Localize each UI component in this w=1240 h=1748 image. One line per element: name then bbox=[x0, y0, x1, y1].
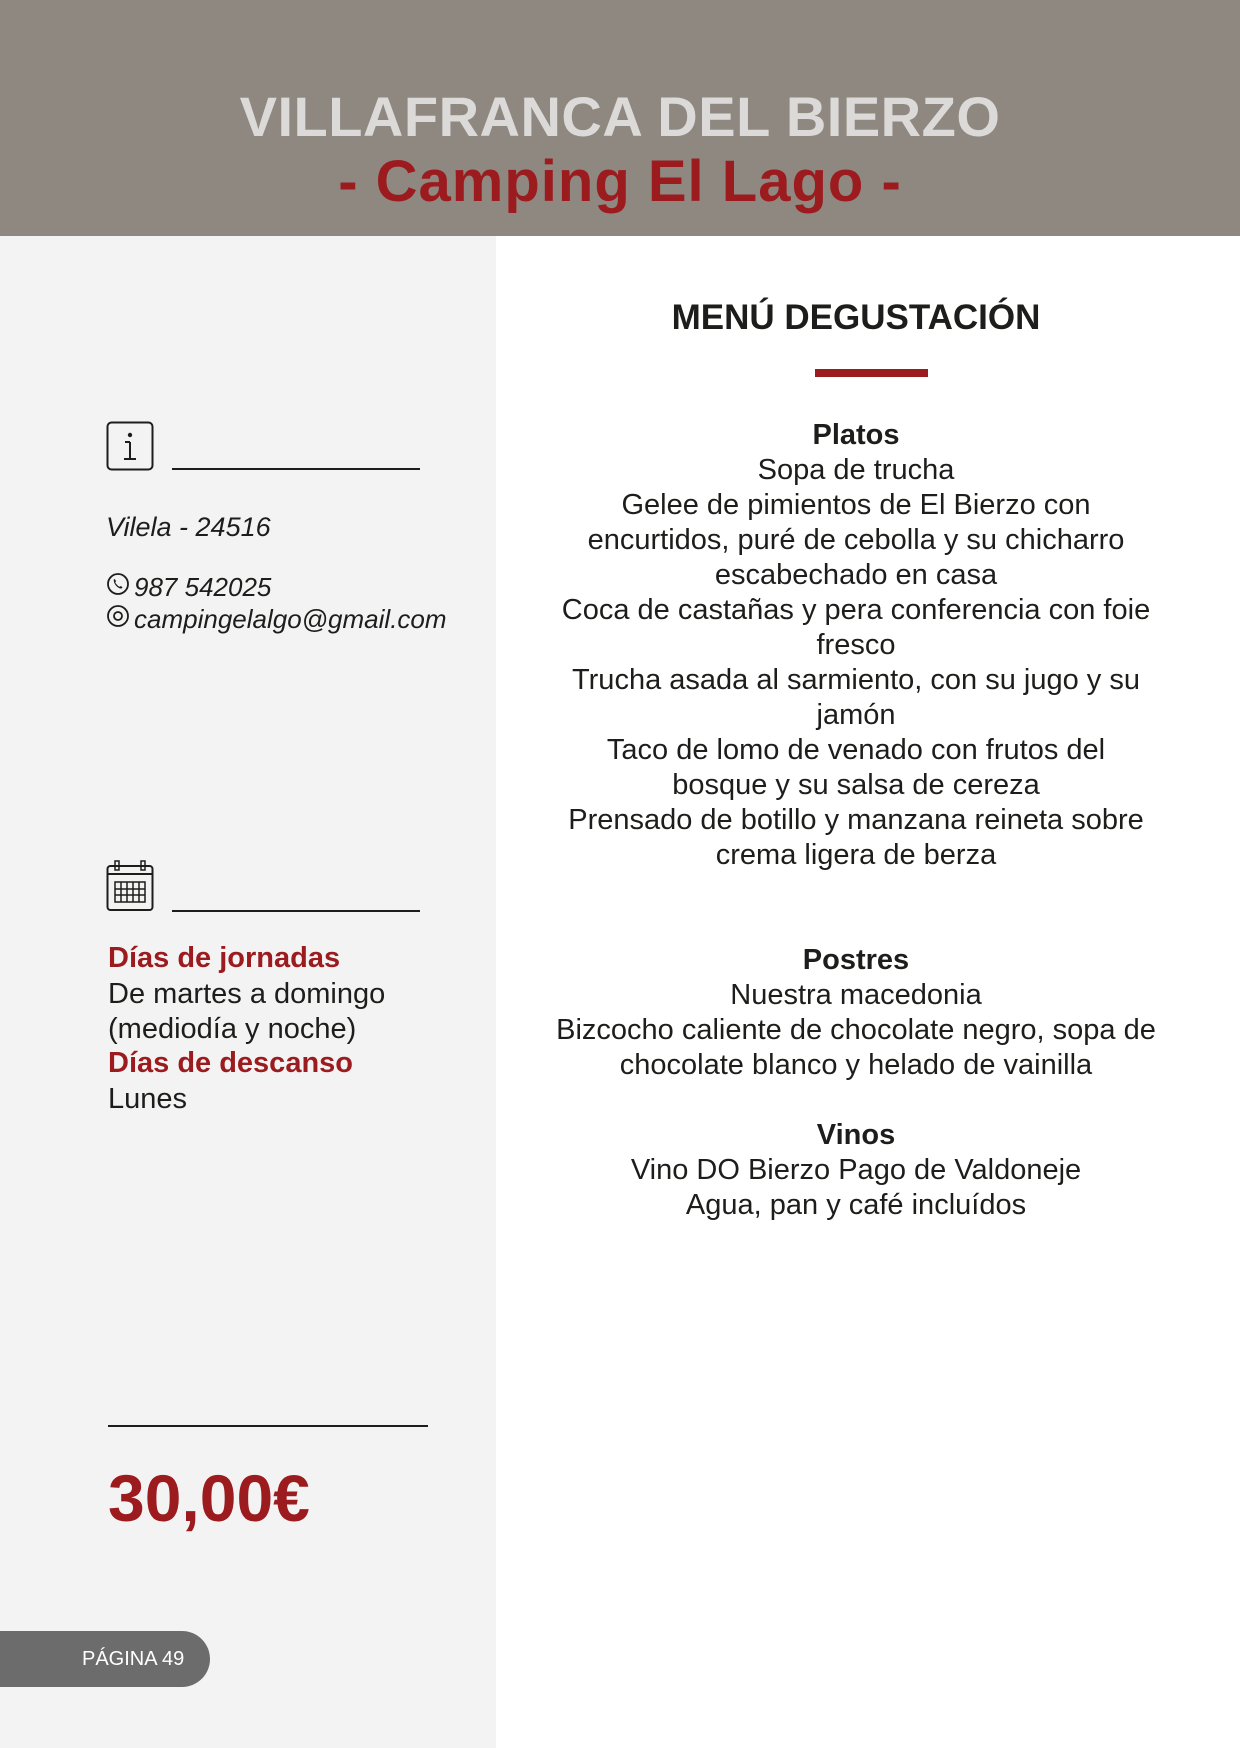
price-divider bbox=[108, 1425, 428, 1427]
vinos-section bbox=[556, 1118, 1156, 1223]
postres-heading: Postres bbox=[802, 944, 910, 976]
platos-heading: Platos bbox=[812, 419, 900, 451]
vinos-heading: Vinos bbox=[816, 1119, 896, 1151]
title-accent-bar bbox=[815, 369, 928, 377]
days-line1: De martes a domingo bbox=[108, 978, 386, 1010]
rest-value: Lunes bbox=[108, 1083, 188, 1115]
list-item: Nuestra macedonia bbox=[730, 979, 982, 1011]
postres-section bbox=[556, 943, 1156, 1083]
platos-section bbox=[556, 418, 1156, 873]
address: Vilela - 24516 bbox=[106, 512, 271, 542]
page-number-badge: PÁGINA 49 bbox=[0, 1631, 210, 1687]
email-icon bbox=[106, 604, 134, 635]
phone-row bbox=[106, 572, 271, 603]
rest-label: Días de descanso bbox=[108, 1047, 353, 1079]
list-item: Sopa de trucha bbox=[757, 454, 955, 486]
price: 30,00€ bbox=[108, 1461, 310, 1535]
list-item: Vino DO Bierzo Pago de Valdoneje bbox=[630, 1154, 1082, 1186]
days-line2: (mediodía y noche) bbox=[108, 1013, 357, 1045]
list-item: Taco de lomo de venado con frutos del bosque y su salsa de cereza bbox=[606, 734, 1106, 801]
list-item: Agua, pan y café incluídos bbox=[685, 1189, 1027, 1221]
page-header bbox=[0, 0, 1240, 236]
restaurant-name: - Camping El Lago - bbox=[338, 149, 902, 214]
city-title: VILLAFRANCA DEL BIERZO bbox=[239, 85, 1001, 148]
list-item: Trucha asada al sarmiento, con su jugo y su jamón bbox=[572, 664, 1140, 731]
info-icon bbox=[106, 421, 154, 476]
menu-title: MENÚ DEGUSTACIÓN bbox=[671, 298, 1041, 337]
list-item: Coca de castañas y pera conferencia con foie fresco bbox=[561, 594, 1151, 661]
email-address[interactable]: campingelalgo@gmail.com bbox=[134, 604, 447, 634]
list-item: Prensado de botillo y manzana reineta sobre crema ligera de berza bbox=[568, 804, 1144, 871]
days-label: Días de jornadas bbox=[108, 942, 341, 974]
phone-number[interactable]: 987 542025 bbox=[134, 572, 272, 602]
calendar-icon bbox=[106, 860, 154, 917]
info-divider bbox=[172, 468, 420, 470]
email-row bbox=[106, 604, 447, 635]
list-item: Gelee de pimientos de El Bierzo con encurtidos, puré de cebolla y su chicharro escabechado en casa bbox=[587, 489, 1125, 591]
calendar-divider bbox=[172, 910, 420, 912]
list-item: Bizcocho caliente de chocolate negro, sopa de chocolate blanco y helado de vainilla bbox=[556, 1014, 1156, 1081]
phone-icon bbox=[106, 572, 134, 603]
